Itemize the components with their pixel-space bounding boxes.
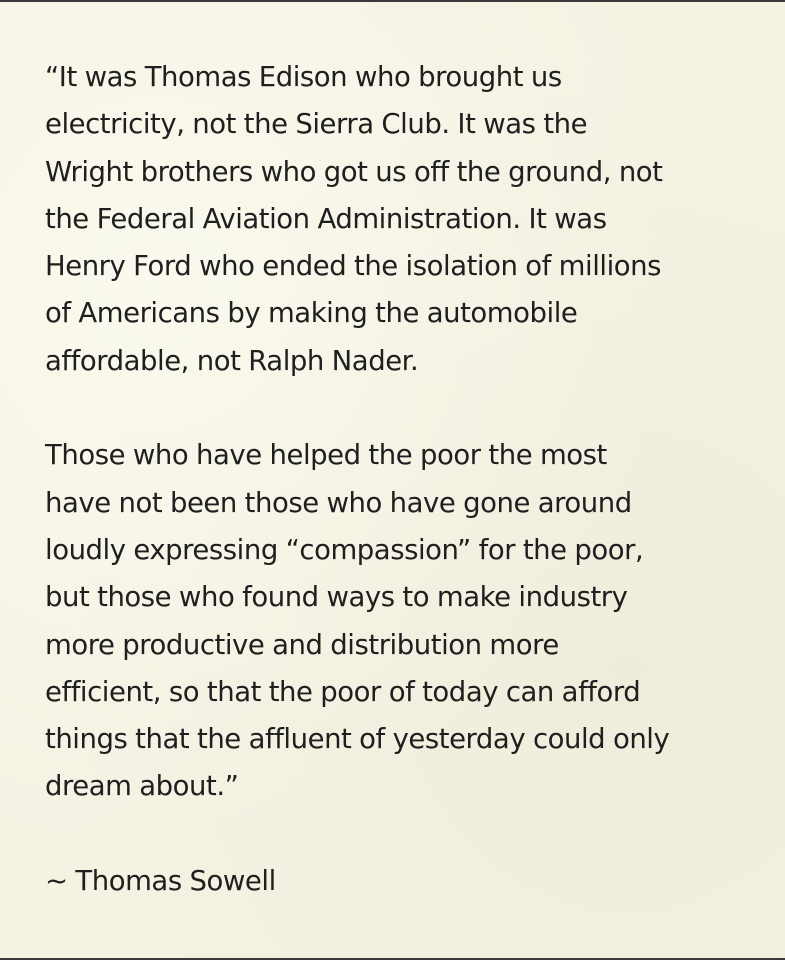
paragraph-gap [45, 811, 765, 858]
quote-line: things that the affluent of yesterday could only [45, 723, 670, 756]
quote-line: of Americans by making the automobile [45, 297, 578, 330]
quote-line: efficient, so that the poor of today can afford [45, 675, 641, 708]
quote-line: Henry Ford who ended the isolation of millions [45, 250, 661, 283]
quote-line: “It was Thomas Edison who brought us [45, 61, 562, 93]
quote-line: affordable, not Ralph Nader. [45, 344, 419, 377]
quote-line: electricity, not the Sierra Club. It was the [45, 108, 588, 141]
quote-line: more productive and distribution more [45, 628, 559, 661]
quote-line: but those who found ways to make industry [45, 581, 628, 614]
quote-attribution: ~ Thomas Sowell [45, 865, 276, 898]
quote-text-block [45, 54, 765, 905]
paragraph-gap [45, 385, 765, 432]
quote-line: loudly expressing “compassion” for the poor, [45, 533, 644, 566]
quote-line: Wright brothers who got us off the ground, not [45, 155, 663, 188]
quote-line: dream about.” [45, 770, 239, 803]
quote-line: the Federal Aviation Administration. It was [45, 202, 607, 235]
quote-line: have not been those who have gone around [45, 486, 632, 519]
quote-line: Those who have helped the poor the most [45, 439, 607, 472]
